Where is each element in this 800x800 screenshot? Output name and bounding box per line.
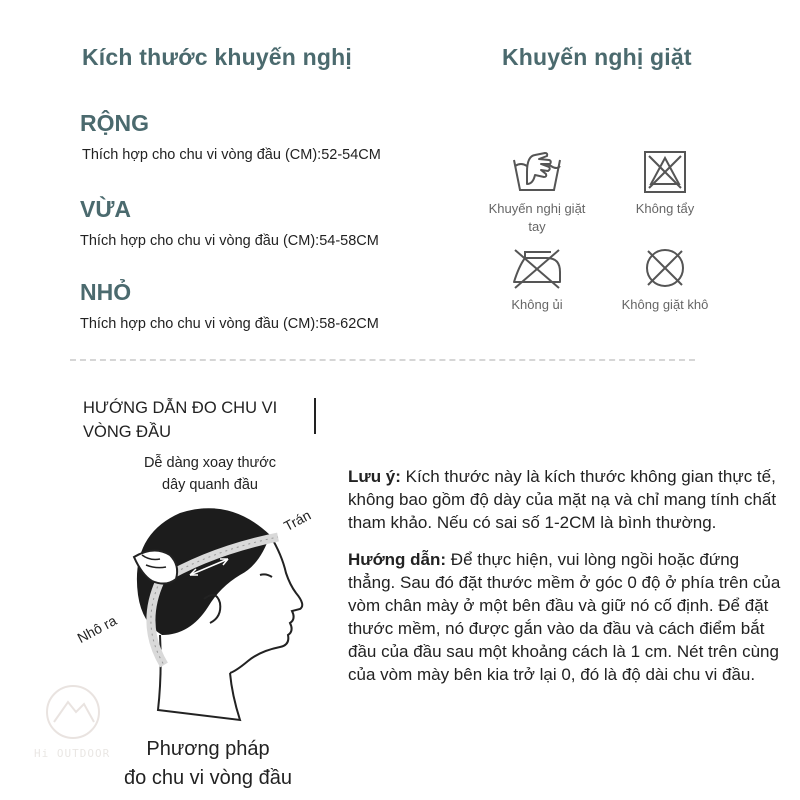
no-iron-icon xyxy=(511,246,563,290)
figure-caption-bottom xyxy=(78,735,338,793)
label-forehead: Trán xyxy=(281,506,314,535)
label-protrude: Nhô ra xyxy=(74,612,120,646)
figure-caption-top-line1: Dễ dàng xoay thước xyxy=(143,455,277,471)
sizes-title: Kích thước khuyến nghị xyxy=(82,44,352,70)
care-label-no-dry-clean: Không giặt khô xyxy=(621,297,709,312)
care-label-no-bleach: Không tẩy xyxy=(635,201,695,216)
size-name-large: RỘNG xyxy=(80,110,149,136)
note-text: Kích thước này là kích thước không gian thực tế, không bao gồm độ dày của mặt nạ và chỉ mang tính chất tham khảo. Nếu có sai số 1-2CM là bình thường. xyxy=(348,467,777,532)
size-name-small: NHỎ xyxy=(80,279,132,305)
no-dry-clean-icon xyxy=(643,246,687,290)
figure-caption-top xyxy=(110,452,310,496)
guide-title-bar xyxy=(314,398,316,434)
care-title: Khuyến nghị giặt xyxy=(502,44,692,70)
guide-title-line2: VÒNG ĐẦU xyxy=(83,423,172,441)
guide-title-line1: HƯỚNG DẪN ĐO CHU VI xyxy=(83,399,278,417)
watermark-logo-icon xyxy=(38,682,108,742)
care-item-no-iron xyxy=(482,246,592,314)
size-desc-medium: Thích hợp cho chu vi vòng đầu (CM):54-58CM xyxy=(80,233,379,249)
guide-title xyxy=(83,396,277,444)
note-label: Lưu ý: xyxy=(348,467,401,486)
watermark-text: Hi OUTDOOR xyxy=(34,747,111,760)
howto-label: Hướng dẫn: xyxy=(348,550,447,569)
figure-caption-bottom-line2: đo chu vi vòng đầu xyxy=(124,767,292,789)
care-label-no-iron: Không ủi xyxy=(511,297,563,312)
size-name-medium: VỪA xyxy=(80,196,132,222)
notes-block xyxy=(348,465,788,700)
size-desc-small: Thích hợp cho chu vi vòng đầu (CM):58-62CM xyxy=(80,316,379,332)
hand-wash-icon xyxy=(511,150,563,194)
figure-caption-top-line2: dây quanh đầu xyxy=(162,477,258,493)
care-item-hand-wash xyxy=(482,150,592,236)
watermark xyxy=(34,682,111,760)
howto-paragraph xyxy=(348,548,788,686)
figure-caption-bottom-line1: Phương pháp xyxy=(146,738,270,760)
care-label-hand-wash: Khuyến nghị giặt tay xyxy=(488,201,586,234)
howto-text: Để thực hiện, vui lòng ngồi hoặc đứng thẳng. Sau đó đặt thước mềm ở góc 0 độ ở phía trên của vòm chân mày ở một bên đầu và giữ nó cố định. Để đặt thước mềm, nó được gắn vào da đầu và cách điểm bắt đầu của đầu sau một khoảng cách là 1 cm. Nét trên cùng của vòm mày bên kia trở lại 0, đó là độ dài chu vi đầu. xyxy=(348,550,781,684)
care-item-no-dry-clean xyxy=(610,246,720,314)
care-item-no-bleach xyxy=(610,150,720,218)
size-desc-large: Thích hợp cho chu vi vòng đầu (CM):52-54CM xyxy=(82,147,381,163)
note-paragraph xyxy=(348,465,788,534)
section-divider xyxy=(70,359,695,361)
no-bleach-icon xyxy=(643,150,687,194)
